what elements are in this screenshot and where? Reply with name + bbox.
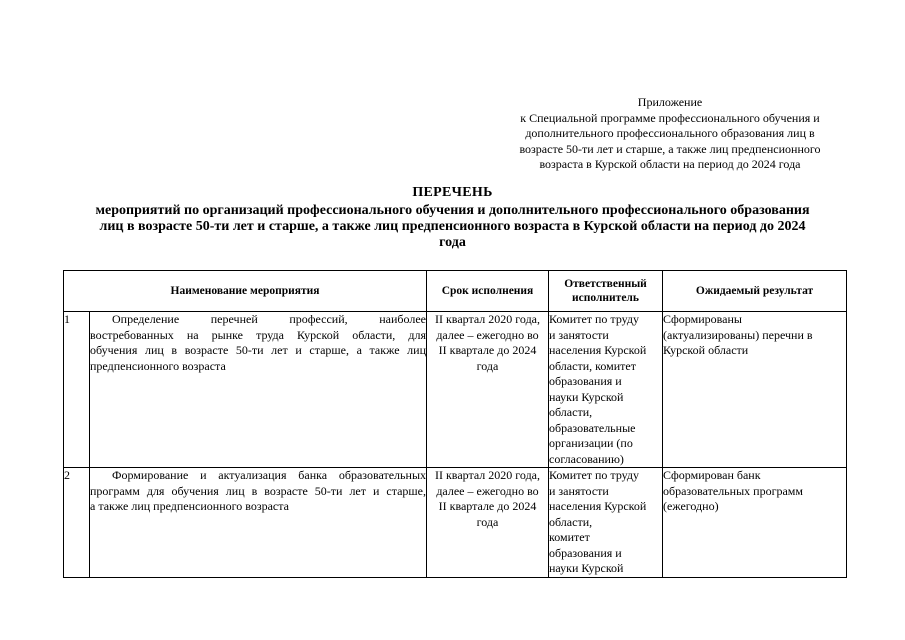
result-line: Курской области	[663, 343, 749, 357]
row-number: 2	[64, 468, 90, 578]
result-line: Сформированы	[663, 312, 742, 326]
term-line: далее – ежегодно во	[436, 483, 539, 498]
measure-name-text: Формирование и актуализация банка образовательных	[112, 468, 426, 482]
responsible-line: населения Курской	[549, 343, 647, 357]
term-line: далее – ежегодно во	[436, 327, 539, 342]
header-responsible-line: Ответственный	[564, 278, 647, 290]
responsible-line: науки Курской	[549, 389, 624, 404]
header-result: Ожидаемый результат	[663, 271, 847, 312]
result-cell	[663, 312, 847, 468]
appendix-line: возраста в Курской области на период до 2024 года	[539, 157, 801, 171]
responsible-line: образования и	[549, 545, 622, 560]
measure-name-line: обучения лиц в возрасте 50-ти лет и старше, а также лиц	[90, 343, 426, 357]
result-line: (ежегодно)	[663, 499, 719, 513]
term-line: II квартал 2020 года,	[434, 312, 541, 326]
responsible-line: и занятости	[549, 483, 609, 498]
appendix-note	[505, 95, 835, 173]
title-block	[55, 185, 850, 251]
appendix-line: Приложение	[637, 95, 703, 109]
appendix-line: возрасте 50-ти лет и старше, а также лиц предпенсионного	[519, 141, 821, 156]
term-line: II квартале до 2024	[438, 343, 537, 357]
responsible-line: согласованию)	[549, 451, 624, 466]
header-term: Срок исполнения	[427, 271, 549, 312]
responsible-line: комитет	[549, 530, 590, 544]
appendix-line: дополнительного профессионального образования лиц в	[525, 126, 815, 140]
responsible-line: области,	[549, 405, 593, 419]
table-header-row	[64, 271, 847, 312]
measure-name-cell	[90, 468, 427, 578]
responsible-line: науки Курской	[549, 561, 624, 575]
result-line: Сформирован банк	[663, 468, 761, 482]
document-subtitle	[55, 203, 850, 251]
header-responsible-line: исполнитель	[572, 292, 639, 304]
term-line: II квартале до 2024	[438, 499, 537, 513]
measures-table	[63, 270, 847, 578]
responsible-line: организации (по	[549, 436, 633, 450]
responsible-line: Комитет по труду	[549, 468, 640, 482]
subtitle-line: мероприятий по организаций профессионального обучения и дополнительного профессионального образования	[95, 203, 810, 218]
appendix-line: к Специальной программе профессионального обучения и	[520, 110, 820, 125]
measure-name-cell	[90, 312, 427, 468]
term-line: года	[476, 514, 499, 529]
term-line: года	[476, 358, 499, 373]
measure-name-line	[90, 312, 426, 328]
subtitle-line: лиц в возрасте 50-ти лет и старше, а также лиц предпенсионного возраста в Курской области на период до 2024	[99, 219, 806, 234]
responsible-line: области, комитет	[549, 358, 636, 373]
result-line: образовательных программ	[663, 483, 803, 498]
table-row	[64, 312, 847, 468]
term-cell	[427, 312, 549, 468]
responsible-line: области,	[549, 514, 593, 529]
result-line: (актуализированы) перечни в	[663, 327, 813, 342]
table-row	[64, 468, 847, 578]
measure-name-line: программ для обучения лиц в возрасте 50-ти лет и старше,	[90, 483, 426, 498]
measure-name-text: Определение перечней профессий, наиболее	[112, 312, 426, 326]
responsible-cell	[549, 312, 663, 468]
subtitle-line: года	[439, 235, 466, 250]
term-line: II квартал 2020 года,	[434, 468, 541, 482]
term-cell	[427, 468, 549, 578]
responsible-cell	[549, 468, 663, 578]
responsible-line: образовательные	[549, 420, 636, 435]
header-responsible	[549, 271, 663, 312]
responsible-line: образования и	[549, 374, 622, 388]
responsible-line: и занятости	[549, 327, 609, 342]
responsible-line: населения Курской	[549, 499, 647, 513]
result-cell	[663, 468, 847, 578]
responsible-line: Комитет по труду	[549, 312, 640, 326]
header-name: Наименование мероприятия	[64, 271, 427, 312]
row-number: 1	[64, 312, 90, 468]
measure-name-line	[90, 468, 426, 484]
measure-name-line: востребованных на рынке труда Курской области, для	[90, 327, 426, 342]
measure-name-line: а также лиц предпенсионного возраста	[90, 499, 289, 513]
measure-name-line: предпенсионного возраста	[90, 358, 226, 373]
document-title: ПЕРЕЧЕНЬ	[412, 185, 493, 200]
